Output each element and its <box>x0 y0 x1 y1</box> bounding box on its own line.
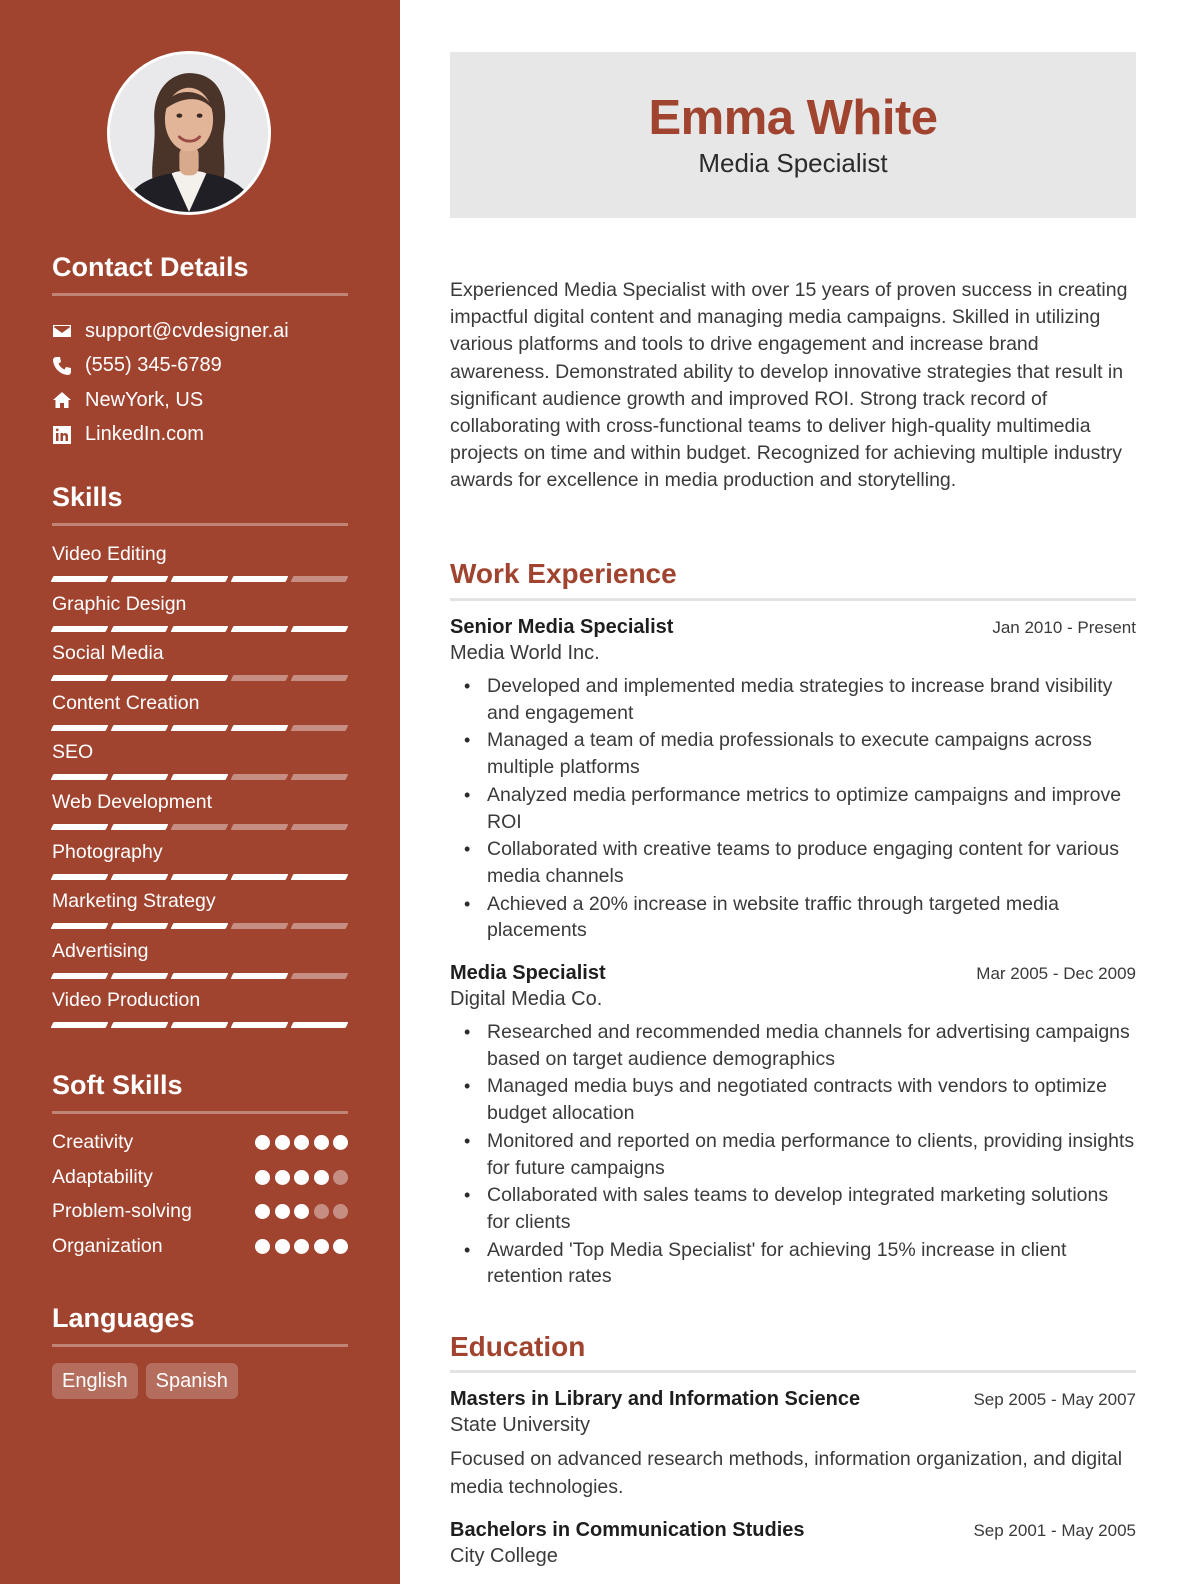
envelope-icon <box>52 321 85 341</box>
rating-dot <box>255 1204 270 1219</box>
skill-level-segment <box>51 675 109 681</box>
education-entry <box>450 1388 1136 1501</box>
contact-phone[interactable] <box>52 349 348 384</box>
education-entry <box>450 1519 1136 1568</box>
rating-dot <box>333 1204 348 1219</box>
rating-dot <box>275 1170 290 1185</box>
skill-level-segment <box>231 675 289 681</box>
skill-name: Photography <box>52 840 163 863</box>
rating-dot <box>255 1135 270 1150</box>
skill-level-segment <box>231 874 289 880</box>
rating-dot <box>255 1170 270 1185</box>
skill-item <box>52 939 348 989</box>
skill-level-segment <box>291 576 349 582</box>
contact-heading: Contact Details <box>52 252 249 282</box>
skill-level-segment <box>171 725 229 731</box>
soft-skill-name: Adaptability <box>52 1165 153 1188</box>
rating-dot <box>294 1239 309 1254</box>
skill-name: Advertising <box>52 939 149 962</box>
job-bullet: • Analyzed media performance metrics to optimize campaigns and improve ROI <box>450 782 1136 836</box>
rating-dot <box>333 1239 348 1254</box>
skill-level-segment <box>51 576 109 582</box>
rating-dot <box>333 1135 348 1150</box>
avatar <box>107 51 271 215</box>
soft-skill-item <box>52 1125 348 1160</box>
job-entry <box>450 616 1136 945</box>
skill-level-segment <box>111 774 169 780</box>
skill-level-segment <box>291 923 349 929</box>
education-school: City College <box>450 1545 558 1567</box>
job-bullet: • Monitored and reported on media performance to clients, providing insights for future campaigns <box>450 1128 1136 1182</box>
skill-level-bar <box>52 874 348 880</box>
job-bullet: • Collaborated with sales teams to develop integrated marketing solutions for clients <box>450 1182 1136 1236</box>
education-description: Focused on advanced research methods, information organization, and digital media technologies. <box>450 1448 1123 1498</box>
education-degree: Masters in Library and Information Science <box>450 1388 861 1410</box>
job-dates: Mar 2005 - Dec 2009 <box>976 964 1136 983</box>
rating-dot <box>294 1135 309 1150</box>
languages-divider <box>52 1344 348 1347</box>
skill-level-segment <box>171 774 229 780</box>
skill-level-segment <box>51 973 109 979</box>
rating-dot <box>294 1170 309 1185</box>
skill-level-segment <box>291 973 349 979</box>
rating-dot <box>275 1204 290 1219</box>
skill-level-segment <box>291 626 349 632</box>
skill-name: Video Editing <box>52 543 167 565</box>
rating-dot <box>294 1204 309 1219</box>
soft-skills-divider <box>52 1111 348 1114</box>
skill-name: SEO <box>52 741 94 764</box>
job-title: Senior Media Specialist <box>450 616 674 638</box>
skill-level-segment <box>51 774 109 780</box>
education-dates: Sep 2005 - May 2007 <box>973 1390 1136 1409</box>
rating-dot <box>333 1170 348 1185</box>
skill-level-segment <box>111 576 169 582</box>
skill-level-bar <box>52 973 348 979</box>
soft-skills-list <box>52 1125 348 1264</box>
soft-skill-rating <box>255 1135 348 1150</box>
skill-level-segment <box>171 626 229 632</box>
soft-skill-rating <box>255 1204 348 1219</box>
soft-skill-name: Organization <box>52 1235 163 1258</box>
skill-level-segment <box>51 1022 109 1028</box>
job-bullet: • Awarded 'Top Media Specialist' for achieving 15% increase in client retention rates <box>450 1237 1136 1291</box>
skill-level-segment <box>291 824 349 830</box>
sidebar <box>0 0 400 1584</box>
soft-skill-rating <box>255 1170 348 1185</box>
skill-level-segment <box>231 774 289 780</box>
education-dates: Sep 2001 - May 2005 <box>973 1521 1136 1540</box>
skill-item <box>52 641 348 691</box>
soft-skill-name: Problem-solving <box>52 1200 192 1223</box>
skill-item <box>52 740 348 790</box>
rating-dot <box>314 1239 329 1254</box>
skill-level-segment <box>171 923 229 929</box>
skill-level-segment <box>291 1022 349 1028</box>
skill-level-segment <box>291 774 349 780</box>
linkedin-icon <box>52 425 85 445</box>
skill-name: Web Development <box>52 790 213 813</box>
skill-level-segment <box>171 973 229 979</box>
job-bullet: • Achieved a 20% increase in website traffic through targeted media placements <box>450 891 1136 945</box>
soft-skills-section <box>52 1070 348 1264</box>
contact-location <box>52 383 348 418</box>
work-divider <box>450 598 1136 601</box>
skill-level-segment <box>171 576 229 582</box>
skill-level-segment <box>171 1022 229 1028</box>
skill-level-segment <box>171 675 229 681</box>
skill-level-segment <box>51 923 109 929</box>
skill-level-segment <box>231 725 289 731</box>
skills-heading: Skills <box>52 482 123 512</box>
skill-level-bar <box>52 774 348 780</box>
rating-dot <box>314 1204 329 1219</box>
language-tag-english: English <box>52 1363 138 1399</box>
profile-photo <box>110 54 268 212</box>
languages-section <box>52 1303 348 1399</box>
skill-name: Social Media <box>52 642 164 665</box>
job-bullet: • Collaborated with creative teams to produce engaging content for various media channels <box>450 836 1136 890</box>
job-bullet: • Developed and implemented media strategies to increase brand visibility and engagement <box>450 673 1136 727</box>
job-company: Digital Media Co. <box>450 988 603 1010</box>
language-tags <box>52 1363 348 1399</box>
job-bullets <box>450 673 1136 944</box>
skill-level-segment <box>231 973 289 979</box>
contact-email[interactable] <box>52 314 348 349</box>
job-entry <box>450 962 1136 1291</box>
profile-summary: Experienced Media Specialist with over 15 years of proven success in creating impactful digital content and managing media campaigns. Skilled in utilizing various platforms and tools to drive engagement and increase brand awareness. Demonstrated ability to develop innovative strategies that result in significant audience growth and improved ROI. Strong track record of collaborating with cross-functional teams to deliver high-quality multimedia projects on time and within budget. Recognized for achieving multiple industry awards for excellence in media production and storytelling. <box>450 279 1128 492</box>
soft-skill-item <box>52 1229 348 1264</box>
skill-item <box>52 988 348 1038</box>
skill-level-segment <box>291 725 349 731</box>
rating-dot <box>275 1135 290 1150</box>
skill-level-bar <box>52 626 348 632</box>
skill-level-bar <box>52 576 348 582</box>
skill-level-segment <box>111 973 169 979</box>
skill-level-segment <box>291 675 349 681</box>
rating-dot <box>275 1239 290 1254</box>
skill-level-segment <box>111 725 169 731</box>
skills-divider <box>52 523 348 526</box>
job-bullet: • Researched and recommended media channels for advertising campaigns based on target audience demographics <box>450 1019 1136 1073</box>
skill-level-segment <box>231 923 289 929</box>
skill-level-segment <box>51 874 109 880</box>
soft-skills-heading: Soft Skills <box>52 1070 183 1100</box>
skills-section <box>52 482 348 1038</box>
skill-level-segment <box>291 874 349 880</box>
education-degree: Bachelors in Communication Studies <box>450 1519 805 1541</box>
job-bullet: • Managed media buys and negotiated contracts with vendors to optimize budget allocation <box>450 1073 1136 1127</box>
skills-list <box>52 542 348 1038</box>
skill-item <box>52 691 348 741</box>
skill-level-bar <box>52 675 348 681</box>
skill-level-bar <box>52 824 348 830</box>
education-school: State University <box>450 1414 591 1436</box>
skill-name: Video Production <box>52 989 201 1012</box>
soft-skill-rating <box>255 1239 348 1254</box>
header-box <box>450 52 1136 218</box>
skill-level-bar <box>52 725 348 731</box>
contact-linkedin[interactable] <box>52 418 348 453</box>
skill-level-segment <box>51 626 109 632</box>
education-divider <box>450 1370 1136 1373</box>
skill-level-segment <box>51 824 109 830</box>
skill-level-segment <box>231 824 289 830</box>
soft-skill-name: Creativity <box>52 1130 134 1153</box>
contact-linkedin-text: LinkedIn.com <box>85 423 204 446</box>
skill-item <box>52 542 348 592</box>
skill-item <box>52 889 348 939</box>
education-heading: Education <box>450 1331 586 1362</box>
skill-name: Marketing Strategy <box>52 890 216 913</box>
skill-level-segment <box>111 874 169 880</box>
phone-icon <box>52 356 85 376</box>
skill-name: Graphic Design <box>52 592 187 615</box>
skill-level-segment <box>51 725 109 731</box>
rating-dot <box>314 1135 329 1150</box>
contact-email-text: support@cvdesigner.ai <box>85 319 289 342</box>
rating-dot <box>255 1239 270 1254</box>
skill-level-segment <box>111 824 169 830</box>
candidate-name: Emma White <box>648 91 938 145</box>
skill-level-bar <box>52 1022 348 1028</box>
languages-heading: Languages <box>52 1303 195 1333</box>
skill-level-segment <box>111 626 169 632</box>
contact-phone-text: (555) 345-6789 <box>85 354 222 377</box>
skill-item <box>52 840 348 890</box>
skill-item <box>52 592 348 642</box>
job-bullets <box>450 1019 1136 1290</box>
contact-divider <box>52 293 348 296</box>
soft-skill-item <box>52 1160 348 1195</box>
language-tag-spanish: Spanish <box>146 1363 238 1399</box>
candidate-title: Media Specialist <box>698 148 888 178</box>
soft-skill-item <box>52 1195 348 1230</box>
job-bullet: • Managed a team of media professionals to execute campaigns across multiple platforms <box>450 727 1136 781</box>
job-title: Media Specialist <box>450 962 606 984</box>
skill-level-segment <box>111 923 169 929</box>
skill-level-segment <box>111 1022 169 1028</box>
contact-section <box>52 252 348 452</box>
rating-dot <box>314 1170 329 1185</box>
skill-level-segment <box>231 576 289 582</box>
home-icon <box>52 390 85 410</box>
skill-level-segment <box>231 626 289 632</box>
skill-level-segment <box>171 824 229 830</box>
job-company: Media World Inc. <box>450 642 600 664</box>
skill-name: Content Creation <box>52 691 200 714</box>
job-dates: Jan 2010 - Present <box>992 618 1136 637</box>
skill-item <box>52 790 348 840</box>
skill-level-segment <box>231 1022 289 1028</box>
skill-level-bar <box>52 923 348 929</box>
work-heading: Work Experience <box>450 558 677 589</box>
skill-level-segment <box>171 874 229 880</box>
skill-level-segment <box>111 675 169 681</box>
contact-location-text: NewYork, US <box>85 388 204 411</box>
